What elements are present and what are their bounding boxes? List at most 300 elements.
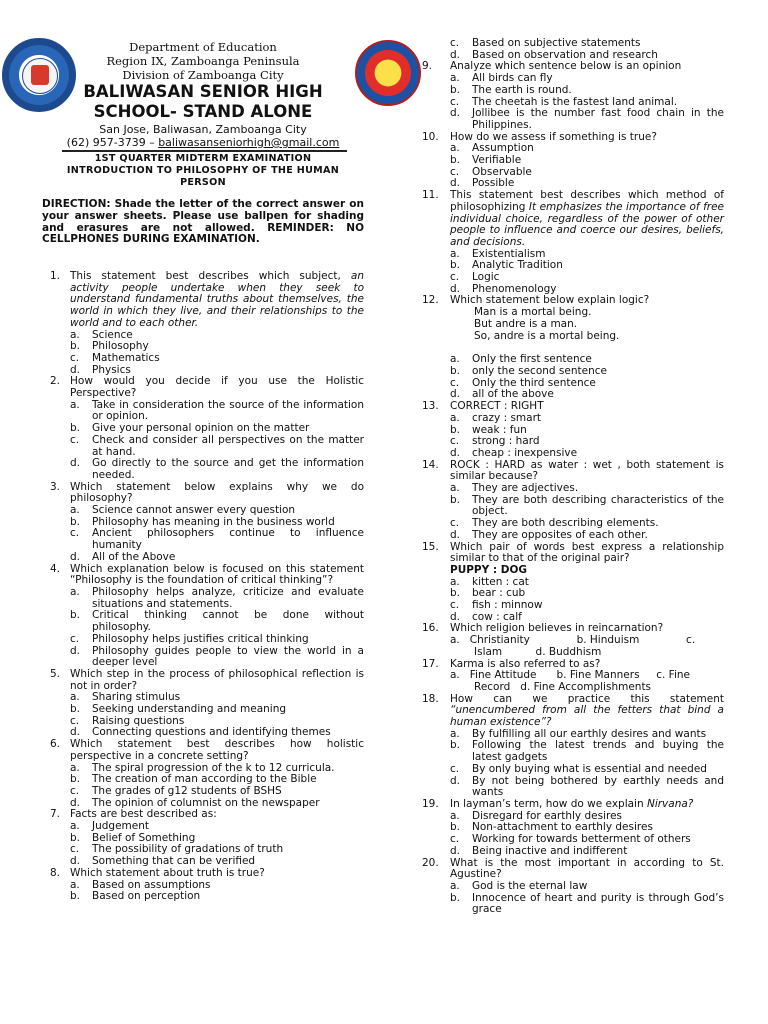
question-text (70, 271, 364, 330)
question-text-plain: This statement best describes which subject, (70, 270, 351, 282)
option-letter: b. (70, 515, 81, 528)
option-letter: b. (70, 422, 81, 435)
question-text: Which pair of words best express a relationship similar to that of the original pair? (450, 540, 724, 565)
option-letter: a. (70, 585, 80, 598)
option-letter: a. (450, 142, 460, 155)
option-text: Innocence of heart and purity is through God’s grace (472, 891, 724, 916)
question-text (70, 564, 364, 587)
option-letter: c. (450, 165, 460, 178)
option-letter: c. (70, 632, 80, 645)
question-stem (422, 694, 724, 729)
answer-option[interactable] (450, 85, 724, 97)
option-list (422, 143, 724, 190)
option-letter: d. (70, 726, 81, 739)
option-text: Raising questions (92, 714, 185, 727)
question-number: 14. (422, 458, 439, 471)
option-text: All of the Above (92, 550, 176, 563)
question-number: 11. (422, 189, 439, 202)
question-item (422, 401, 724, 460)
option-text: cheap : inexpensive (472, 446, 578, 459)
question-text: Which statement below explain logic? (450, 294, 650, 307)
question-item (422, 132, 724, 191)
option-letter: b. (450, 83, 461, 96)
option-text: bear : cub (472, 587, 526, 600)
option-list (50, 400, 364, 482)
question-number: 10. (422, 130, 439, 143)
question-text-plain: How do we assess if something is true? (450, 130, 657, 143)
answer-option[interactable] (450, 881, 724, 893)
question-item-continued (422, 38, 724, 61)
option-list (50, 821, 364, 868)
question-number: 4. (50, 562, 61, 575)
question-item (422, 295, 724, 401)
answer-option[interactable] (450, 764, 724, 776)
option-text: They are both describing elements. (472, 517, 659, 530)
answer-option[interactable] (70, 821, 364, 833)
option-text: Philosophy guides people to view the world in a deeper level (92, 644, 364, 669)
answer-option[interactable] (450, 530, 724, 542)
option-text: Sharing stimulus (92, 691, 181, 704)
option-letter: c. (450, 599, 460, 612)
option-text: Seeking understanding and meaning (92, 703, 287, 716)
email-link[interactable]: baliwasanseniorhigh@gmail.com (158, 136, 340, 149)
question-text: Which religion believes in reincarnation? (450, 622, 664, 635)
question-text-plain: How would you decide if you use the Holistic Perspective? (70, 375, 364, 400)
question-number: 20. (422, 856, 439, 869)
option-letter: a. (70, 691, 80, 704)
option-letter: d. (450, 282, 461, 295)
question-text (450, 799, 724, 811)
question-text-italic: It emphasizes the importance of free individual choice, regardless of the power of other people to influence and coerce our desires, beliefs, and decisions. (450, 200, 724, 248)
option-letter: d. (70, 796, 81, 809)
option-text: By only buying what is essential and needed (472, 762, 707, 775)
question-number: 1. (50, 270, 61, 282)
option-letter: b. (450, 259, 461, 272)
school-contact (42, 136, 364, 149)
option-letter: d. (450, 844, 461, 857)
question-text-plain: Which statement best describes how holistic perspective in a concrete setting? (70, 738, 364, 762)
option-letter: a. (450, 353, 460, 366)
school-name-line1: BALIWASAN SENIOR HIGH (83, 82, 323, 101)
option-text: Something that can be verified (92, 855, 256, 868)
question-item (422, 542, 724, 624)
question-item (422, 694, 724, 799)
option-letter: c. (450, 271, 460, 284)
option-letter: d. (450, 610, 461, 623)
option-list (422, 577, 724, 624)
syllogism-line: But andre is a man. (474, 317, 578, 330)
option-letter: c. (450, 376, 460, 389)
option-text: Only the first sentence (472, 353, 592, 366)
option-letter: d. (70, 644, 81, 657)
option-letter: d. (450, 774, 461, 787)
option-list (422, 811, 724, 858)
option-letter: c. (70, 527, 80, 540)
answer-option[interactable] (450, 893, 724, 916)
option-letter: b. (450, 821, 461, 834)
option-text: The opinion of columnist on the newspaper (92, 796, 320, 809)
question-item (422, 858, 724, 917)
question-text (450, 858, 724, 881)
question-stem (50, 482, 364, 505)
option-letter: d. (70, 363, 81, 376)
option-letter: a. (450, 482, 460, 495)
option-letter: d. (450, 177, 461, 190)
option-text: Being inactive and indifferent (472, 844, 628, 857)
answer-option[interactable] (450, 366, 724, 378)
question-stem (50, 376, 364, 399)
option-letter: d. (450, 446, 461, 459)
option-text: Working for towards betterment of others (472, 833, 691, 846)
question-number: 8. (50, 866, 61, 879)
option-text: God is the eternal law (472, 879, 588, 892)
school-seal-logo (355, 40, 421, 106)
question-stem (422, 401, 724, 413)
question-item (422, 623, 724, 658)
option-text: Following the latest trends and buying the latest gadgets (472, 739, 724, 764)
option-text: Philosophy helps justifies critical thinking (92, 632, 309, 645)
answer-option[interactable] (70, 610, 364, 633)
answer-option[interactable] (70, 891, 364, 903)
option-letter: a. (70, 820, 80, 833)
option-text: Physics (92, 363, 131, 376)
option-list (422, 38, 724, 61)
answer-option[interactable] (70, 587, 364, 610)
option-list (422, 881, 724, 916)
exam-title-line2: INTRODUCTION TO PHILOSOPHY OF THE HUMAN (66, 165, 340, 176)
option-text: By fulfilling all our earthly desires and wants (472, 727, 707, 740)
question-number: 17. (422, 657, 439, 670)
option-letter: c. (450, 95, 460, 108)
question-text-italic: “unencumbered from all the fetters that bind a human existence”? (450, 704, 724, 729)
option-text: kitten : cat (472, 575, 529, 588)
answer-option[interactable] (70, 704, 364, 716)
question-text-plain: CORRECT : RIGHT (450, 400, 544, 413)
option-letter: d. (70, 457, 81, 470)
option-text: By not being bothered by earthly needs and wants (472, 774, 724, 799)
option-letter: d. (450, 528, 461, 541)
option-list (422, 73, 724, 132)
option-text: Take in consideration the source of the information or opinion. (92, 398, 364, 423)
option-text: cow : calf (472, 610, 522, 623)
option-list (422, 729, 724, 799)
question-text-plain: ROCK : HARD as water : wet , both statement is similar because? (450, 458, 724, 483)
question-stem (50, 868, 364, 880)
word-pair: PUPPY : DOG (450, 563, 527, 576)
option-list (50, 587, 364, 669)
option-text: Philosophy (92, 340, 149, 353)
option-letter: c. (70, 714, 80, 727)
inline-options-line2[interactable]: Record d. Fine Accomplishments (474, 680, 652, 693)
exam-title-line3: PERSON (180, 177, 226, 188)
option-text: Science (92, 328, 133, 341)
question-number: 6. (50, 738, 61, 751)
option-letter: a. (450, 727, 460, 740)
answer-option[interactable] (450, 600, 724, 612)
answer-option[interactable] (70, 646, 364, 669)
question-text (70, 868, 364, 880)
answer-option[interactable] (450, 108, 724, 131)
question-text-plain: Which statement below explains why we do philosophy? (70, 480, 364, 505)
option-letter: b. (70, 831, 81, 844)
option-text: Give your personal opinion on the matter (92, 422, 310, 435)
option-letter: d. (70, 855, 81, 868)
option-letter: c. (70, 843, 80, 856)
question-text-italic: Nirvana? (646, 798, 694, 810)
option-text: Ancient philosophers continue to influence humanity (92, 527, 364, 552)
department-line: Department of Education (129, 40, 277, 54)
inline-options-line1[interactable]: a. Christianity b. Hinduism c. (450, 634, 696, 647)
answer-option[interactable] (450, 495, 724, 518)
option-letter: d. (70, 550, 81, 563)
question-stem (50, 739, 364, 762)
question-number: 2. (50, 375, 61, 388)
answer-option[interactable] (70, 458, 364, 481)
option-letter: a. (450, 879, 460, 892)
answer-option[interactable] (450, 155, 724, 167)
question-number: 15. (422, 540, 439, 553)
option-text: Based on perception (92, 890, 201, 903)
option-list (422, 413, 724, 460)
question-text (450, 460, 724, 483)
option-letter: d. (450, 388, 461, 401)
option-letter: b. (450, 891, 461, 904)
option-letter: c. (70, 351, 80, 364)
region-line: Region IX, Zamboanga Peninsula (106, 54, 300, 68)
option-letter: b. (70, 340, 81, 353)
question-item (42, 376, 364, 481)
option-text: Judgement (92, 820, 150, 833)
question-text-plain: This statement best describes which method of philosophizing (450, 189, 724, 213)
question-item (42, 739, 364, 809)
question-text-plain: In layman’s term, how do we explain (450, 798, 647, 810)
option-letter: b. (450, 364, 461, 377)
option-letter: a. (70, 328, 80, 341)
option-text: strong : hard (472, 435, 540, 448)
school-address: San Jose, Baliwasan, Zamboanga City (99, 123, 307, 136)
question-text (70, 739, 364, 762)
question-text-plain: Analyze which sentence below is an opinion (450, 60, 682, 73)
question-number: 13. (422, 400, 439, 413)
option-letter: a. (450, 72, 460, 85)
question-stem (422, 132, 724, 144)
exam-direction: DIRECTION: Shade the letter of the correct answer on your answer sheets. Please use ballpen for shading and erasures are not allowed. REMINDER: NO CELLPHONES DURING EXAMINATION. (42, 198, 364, 246)
option-text: Disregard for earthly desires (472, 809, 623, 822)
option-text: Verifiable (472, 154, 522, 167)
option-text: Based on subjective statements (472, 37, 641, 49)
question-text-plain: What is the most important in according to St. Agustine? (450, 856, 724, 881)
answer-option[interactable] (450, 483, 724, 495)
question-number: 9. (422, 60, 433, 73)
school-name-line2: SCHOOL- STAND ALONE (93, 102, 313, 121)
option-letter: a. (450, 411, 460, 424)
option-letter: b. (70, 773, 81, 786)
option-list (422, 354, 724, 401)
option-text: The creation of man according to the Bible (92, 773, 317, 786)
option-text: Check and consider all perspectives on the matter at hand. (92, 433, 364, 458)
inline-options-line1[interactable]: a. Fine Attitude b. Fine Manners c. Fine (450, 669, 690, 682)
question-text-plain: Facts are best described as: (70, 808, 217, 821)
option-text: fish : minnow (472, 599, 543, 612)
question-text-italic: an activity people undertake when they seek to understand fundamental truths about themselves, the world in which they live, and their relationships to the world and to each other. (70, 270, 364, 329)
question-text (450, 694, 724, 729)
option-letter: d. (450, 48, 461, 61)
option-text: Belief of Something (92, 831, 196, 844)
option-text: Science cannot answer every question (92, 504, 296, 517)
option-text: The grades of g12 students of BSHS (92, 784, 282, 797)
option-letter: b. (450, 493, 461, 506)
question-text: Karma is also referred to as? (450, 657, 601, 670)
option-letter: b. (70, 890, 81, 903)
option-text: Philosophy has meaning in the business world (92, 515, 335, 528)
option-text: They are opposites of each other. (472, 528, 648, 541)
division-line: Division of Zamboanga City (122, 68, 284, 82)
question-number: 16. (422, 622, 439, 635)
option-text: crazy : smart (472, 411, 542, 424)
option-letter: c. (450, 833, 460, 846)
question-item (42, 809, 364, 868)
option-text: Only the third sentence (472, 376, 596, 389)
option-list (50, 330, 364, 377)
option-letter: c. (450, 762, 460, 775)
option-letter: c. (450, 37, 460, 49)
option-text: Mathematics (92, 351, 160, 364)
syllogism-line: So, andre is a mortal being. (474, 329, 620, 342)
option-letter: d. (450, 107, 461, 120)
inline-options-line2[interactable]: Islam d. Buddhism (474, 645, 602, 658)
question-stem (422, 61, 724, 73)
option-list (50, 763, 364, 810)
option-letter: a. (450, 575, 460, 588)
option-text: Existentialism (472, 247, 546, 260)
question-text-plain: Which statement about truth is true? (70, 866, 265, 879)
option-list (422, 483, 724, 542)
question-item (422, 61, 724, 131)
question-number: 19. (422, 798, 439, 810)
question-stem (422, 190, 724, 249)
answer-option[interactable] (70, 353, 364, 365)
option-text: Analytic Tradition (472, 259, 563, 272)
option-text: They are both describing characteristics of the object. (472, 493, 724, 518)
answer-option[interactable] (70, 400, 364, 423)
right-question-column (422, 38, 724, 916)
option-letter: c. (70, 433, 80, 446)
question-stem (422, 542, 724, 565)
option-text: Phenomenology (472, 282, 557, 295)
option-text: Non-attachment to earthly desires (472, 821, 653, 834)
option-list (50, 692, 364, 739)
option-list (50, 880, 364, 903)
answer-option[interactable] (70, 786, 364, 798)
question-stem (422, 460, 724, 483)
option-letter: b. (70, 609, 81, 622)
question-text (70, 376, 364, 399)
option-text: weak : fun (472, 423, 527, 436)
option-text: Jollibee is the number fast food chain in the Philippines. (472, 107, 724, 131)
answer-option[interactable] (70, 528, 364, 551)
option-text: Logic (472, 271, 500, 284)
option-text: The possibility of gradations of truth (92, 843, 284, 856)
option-letter: b. (70, 703, 81, 716)
option-text: all of the above (472, 388, 554, 401)
option-letter: a. (450, 247, 460, 260)
question-item (42, 669, 364, 739)
option-letter: c. (450, 517, 460, 530)
option-letter: b. (450, 423, 461, 436)
question-text-plain: Which explanation below is focused on this statement “Philosophy is the foundation of critical thinking”? (70, 562, 364, 587)
question-text-plain: Which step in the process of philosophical reflection is not in order? (70, 667, 364, 692)
question-text (70, 669, 364, 692)
option-text: Observable (472, 165, 532, 178)
option-list (50, 505, 364, 564)
question-stem (422, 858, 724, 881)
option-letter: a. (70, 398, 80, 411)
option-letter: a. (70, 761, 80, 774)
option-letter: b. (450, 154, 461, 167)
option-text: Critical thinking cannot be done without philosophy. (92, 609, 364, 634)
option-text: The spiral progression of the k to 12 curricula. (92, 761, 335, 774)
answer-option[interactable] (70, 505, 364, 517)
question-number: 5. (50, 667, 61, 680)
answer-option[interactable] (450, 740, 724, 763)
exam-title (42, 153, 364, 189)
question-item (42, 564, 364, 669)
question-item (422, 190, 724, 295)
option-letter: b. (450, 739, 461, 752)
option-letter: b. (450, 587, 461, 600)
question-stem (50, 669, 364, 692)
answer-option[interactable] (70, 634, 364, 646)
option-letter: a. (70, 878, 80, 891)
phone-number: (62) 957-3739 – (66, 136, 159, 149)
question-stem (50, 564, 364, 587)
answer-option[interactable] (70, 435, 364, 458)
option-text: The cheetah is the fastest land animal. (472, 95, 678, 108)
question-number: 3. (50, 480, 61, 493)
option-text: Connecting questions and identifying themes (92, 726, 331, 739)
answer-option[interactable] (450, 272, 724, 284)
question-number: 7. (50, 808, 61, 821)
option-letter: a. (450, 809, 460, 822)
option-letter: a. (70, 504, 80, 517)
option-list (422, 249, 724, 296)
option-text: All birds can fly (472, 72, 553, 85)
question-item (422, 799, 724, 858)
question-item (42, 482, 364, 564)
answer-option[interactable] (450, 776, 724, 799)
option-text: Based on observation and research (472, 48, 658, 61)
option-text: Go directly to the source and get the information needed. (92, 457, 364, 481)
syllogism-line: Man is a mortal being. (474, 306, 592, 319)
option-text: Based on assumptions (92, 878, 211, 891)
option-letter: c. (70, 784, 80, 797)
answer-option[interactable] (450, 38, 724, 50)
option-text: Assumption (472, 142, 534, 155)
question-item (422, 659, 724, 694)
question-text (70, 482, 364, 505)
question-stem (422, 799, 724, 811)
question-number: 12. (422, 294, 439, 307)
option-text: Possible (472, 177, 515, 190)
answer-option[interactable] (450, 413, 724, 425)
option-text: only the second sentence (472, 364, 607, 377)
question-item (42, 868, 364, 903)
question-number: 18. (422, 692, 439, 705)
option-text: Philosophy helps analyze, criticize and evaluate situations and statements. (92, 585, 364, 610)
option-text: They are adjectives. (472, 482, 579, 495)
question-stem (50, 271, 364, 330)
question-text (450, 190, 724, 249)
